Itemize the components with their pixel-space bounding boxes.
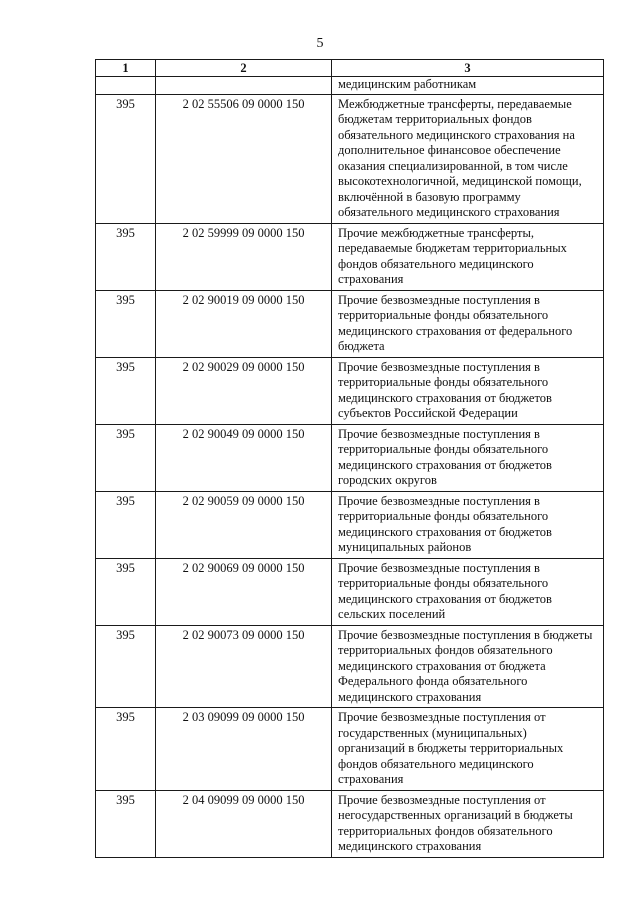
table-row	[96, 625, 604, 708]
budget-code: 2 02 90069 09 0000 150	[156, 558, 332, 625]
row-description: Прочие безвозмездные поступления в территориальные фонды обязательного медицинского страхования от федерального бюджета	[332, 290, 604, 357]
budget-code: 2 02 90029 09 0000 150	[156, 357, 332, 424]
admin-code: 395	[96, 290, 156, 357]
table-row	[96, 223, 604, 290]
budget-code: 2 04 09099 09 0000 150	[156, 790, 332, 857]
table-row	[96, 290, 604, 357]
budget-code: 2 02 90073 09 0000 150	[156, 625, 332, 708]
header-row	[96, 60, 604, 77]
row-description: Прочие безвозмездные поступления в территориальные фонды обязательного медицинского страхования от бюджетов субъектов Российской Федерации	[332, 357, 604, 424]
budget-code: 2 02 90049 09 0000 150	[156, 424, 332, 491]
budget-code: 2 02 90019 09 0000 150	[156, 290, 332, 357]
admin-code: 395	[96, 424, 156, 491]
continuation-text: медицинским работникам	[332, 77, 604, 95]
row-description: Прочие безвозмездные поступления в бюджеты территориальных фондов обязательного медицинского страхования от бюджета Федерального фонда обязательного медицинского страхования	[332, 625, 604, 708]
row-description: Прочие безвозмездные поступления в территориальные фонды обязательного медицинского страхования от бюджетов муниципальных районов	[332, 491, 604, 558]
row-description: Прочие безвозмездные поступления от государственных (муниципальных) организаций в бюджеты территориальных фондов обязательного медицинского страхования	[332, 708, 604, 791]
admin-code: 395	[96, 94, 156, 223]
header-col-3: 3	[332, 60, 604, 77]
continuation-cell-2	[156, 77, 332, 95]
admin-code: 395	[96, 223, 156, 290]
row-description: Прочие безвозмездные поступления в территориальные фонды обязательного медицинского страхования от бюджетов городских округов	[332, 424, 604, 491]
admin-code: 395	[96, 491, 156, 558]
table-row	[96, 558, 604, 625]
table-row	[96, 424, 604, 491]
table-row	[96, 357, 604, 424]
page-number: 5	[316, 36, 324, 51]
row-description: Межбюджетные трансферты, передаваемые бюджетам территориальных фондов обязательного медицинского страхования на дополнительное финансовое обеспечение оказания специализированной, в том числе высокотехнологичной, медицинской помощи, включённой в базовую программу обязательного медицинского страхования	[332, 94, 604, 223]
budget-code: 2 03 09099 09 0000 150	[156, 708, 332, 791]
table-row	[96, 708, 604, 791]
budget-classification-table	[95, 59, 604, 858]
continuation-row	[96, 77, 604, 95]
row-description: Прочие межбюджетные трансферты, передаваемые бюджетам территориальных фондов обязательного медицинского страхования	[332, 223, 604, 290]
table-row	[96, 491, 604, 558]
row-description: Прочие безвозмездные поступления в территориальные фонды обязательного медицинского страхования от бюджетов сельских поселений	[332, 558, 604, 625]
admin-code: 395	[96, 708, 156, 791]
admin-code: 395	[96, 790, 156, 857]
header-col-2: 2	[156, 60, 332, 77]
budget-code: 2 02 90059 09 0000 150	[156, 491, 332, 558]
admin-code: 395	[96, 558, 156, 625]
admin-code: 395	[96, 625, 156, 708]
continuation-cell-1	[96, 77, 156, 95]
budget-code: 2 02 59999 09 0000 150	[156, 223, 332, 290]
budget-code: 2 02 55506 09 0000 150	[156, 94, 332, 223]
table-row	[96, 94, 604, 223]
row-description: Прочие безвозмездные поступления от негосударственных организаций в бюджеты территориальных фондов обязательного медицинского страхования	[332, 790, 604, 857]
admin-code: 395	[96, 357, 156, 424]
header-col-1: 1	[96, 60, 156, 77]
table-row	[96, 790, 604, 857]
